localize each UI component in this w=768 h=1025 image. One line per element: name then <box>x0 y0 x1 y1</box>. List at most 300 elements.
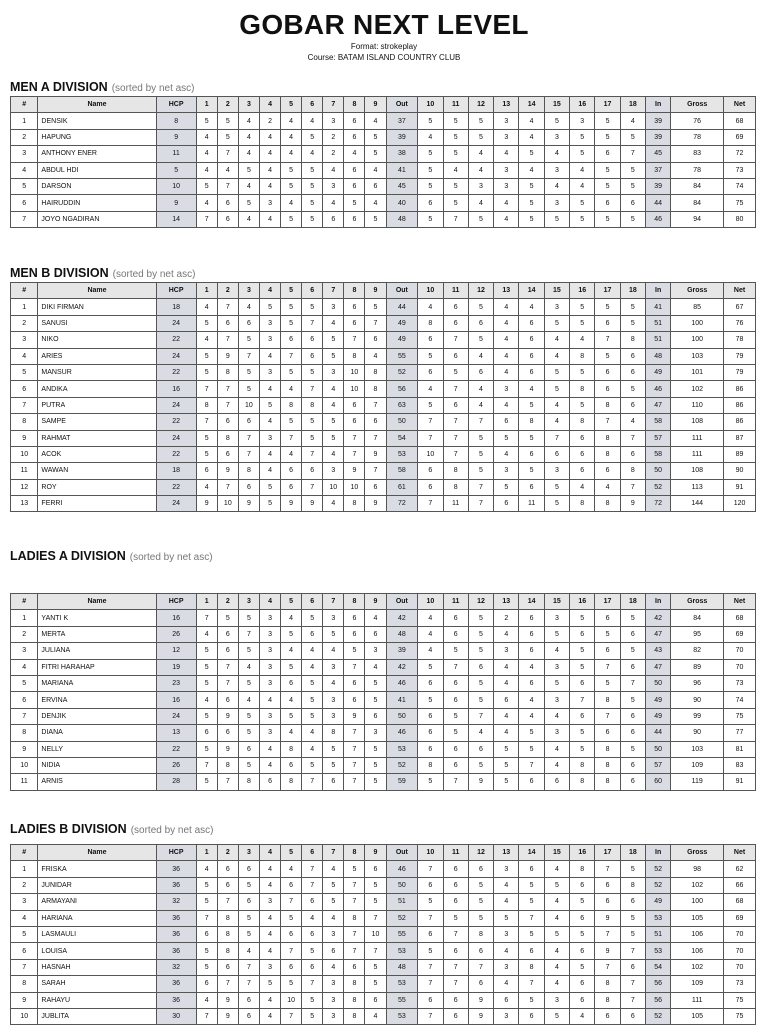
column-header: Name <box>38 594 156 610</box>
score-cell: 24 <box>156 348 196 364</box>
score-cell: 5 <box>468 446 493 462</box>
score-cell: 5 <box>570 211 595 227</box>
score-cell: 8 <box>217 430 238 446</box>
player-name: HARIANA <box>38 910 156 926</box>
column-header: 4 <box>259 594 280 610</box>
score-cell: 5 <box>365 741 386 757</box>
score-cell: 4 <box>544 708 569 724</box>
score-cell: 5 <box>323 894 344 910</box>
score-cell: 5 <box>418 397 443 413</box>
score-cell: 3 <box>323 463 344 479</box>
score-cell: 50 <box>386 877 418 893</box>
score-cell: 4 <box>11 348 38 364</box>
score-cell: 4 <box>196 146 217 162</box>
score-cell: 7 <box>544 430 569 446</box>
score-cell: 55 <box>386 348 418 364</box>
score-cell: 5 <box>468 910 493 926</box>
score-cell: 26 <box>156 757 196 773</box>
score-cell: 108 <box>671 414 724 430</box>
score-cell: 6 <box>595 1008 620 1024</box>
score-cell: 79 <box>724 364 756 380</box>
score-cell: 70 <box>724 643 756 659</box>
score-cell: 7 <box>443 211 468 227</box>
score-cell: 4 <box>259 741 280 757</box>
score-cell: 8 <box>570 496 595 512</box>
table-row <box>11 446 756 462</box>
score-cell: 5 <box>620 381 645 397</box>
score-cell: 5 <box>365 129 386 145</box>
column-header: 7 <box>323 845 344 861</box>
score-cell: 4 <box>196 692 217 708</box>
score-cell: 7 <box>344 332 365 348</box>
score-cell: 42 <box>646 610 671 626</box>
column-header: 9 <box>365 97 386 113</box>
score-cell: 3 <box>11 332 38 348</box>
table-row <box>11 430 756 446</box>
score-cell: 4 <box>238 943 259 959</box>
score-cell: 5 <box>196 446 217 462</box>
score-cell: 5 <box>418 178 443 194</box>
score-cell: 4 <box>365 1008 386 1024</box>
score-cell: 6 <box>570 626 595 642</box>
score-cell: 6 <box>595 381 620 397</box>
score-cell: 3 <box>259 959 280 975</box>
score-cell: 4 <box>620 414 645 430</box>
table-row <box>11 943 756 959</box>
score-cell: 6 <box>302 463 323 479</box>
score-cell: 49 <box>646 692 671 708</box>
score-cell: 4 <box>281 195 302 211</box>
score-cell: 7 <box>620 430 645 446</box>
player-name: MERTA <box>38 626 156 642</box>
score-cell: 3 <box>259 626 280 642</box>
score-cell: 22 <box>156 364 196 380</box>
score-cell: 5 <box>443 146 468 162</box>
score-cell: 49 <box>646 364 671 380</box>
score-cell: 76 <box>724 315 756 331</box>
score-cell: 57 <box>646 757 671 773</box>
score-cell: 4 <box>196 332 217 348</box>
score-cell: 6 <box>595 364 620 380</box>
column-header: 16 <box>570 283 595 299</box>
score-cell: 5 <box>302 757 323 773</box>
score-cell: 9 <box>217 708 238 724</box>
score-cell: 4 <box>519 162 544 178</box>
score-cell: 6 <box>418 926 443 942</box>
player-name: RAHMAT <box>38 430 156 446</box>
score-cell: 4 <box>323 496 344 512</box>
score-cell: 5 <box>281 910 302 926</box>
score-cell: 19 <box>156 659 196 675</box>
table-row <box>11 708 756 724</box>
score-cell: 4 <box>620 113 645 129</box>
column-header: HCP <box>156 283 196 299</box>
score-cell: 24 <box>156 315 196 331</box>
score-cell: 4 <box>494 446 519 462</box>
score-cell: 8 <box>11 414 38 430</box>
score-cell: 5 <box>302 195 323 211</box>
score-cell: 4 <box>544 741 569 757</box>
score-cell: 22 <box>156 414 196 430</box>
score-cell: 4 <box>418 626 443 642</box>
score-cell: 100 <box>671 315 724 331</box>
score-cell: 5 <box>544 926 569 942</box>
score-cell: 5 <box>281 976 302 992</box>
score-cell: 56 <box>646 976 671 992</box>
score-cell: 4 <box>302 910 323 926</box>
score-cell: 6 <box>443 299 468 315</box>
score-cell: 58 <box>386 463 418 479</box>
score-cell: 7 <box>281 894 302 910</box>
score-cell: 8 <box>418 315 443 331</box>
score-cell: 7 <box>443 774 468 790</box>
score-cell: 3 <box>544 725 569 741</box>
score-cell: 5 <box>595 675 620 691</box>
column-header: 8 <box>344 97 365 113</box>
score-cell: 6 <box>302 959 323 975</box>
score-cell: 6 <box>344 692 365 708</box>
score-cell: 4 <box>519 708 544 724</box>
sort-note: (sorted by net asc) <box>112 269 196 280</box>
column-header: 17 <box>595 283 620 299</box>
score-cell: 5 <box>570 959 595 975</box>
score-cell: 6 <box>11 195 38 211</box>
score-cell: 6 <box>196 463 217 479</box>
score-cell: 9 <box>217 741 238 757</box>
score-cell: 5 <box>238 381 259 397</box>
column-header: 16 <box>570 845 595 861</box>
score-cell: 40 <box>386 195 418 211</box>
score-cell: 4 <box>365 195 386 211</box>
score-cell: 8 <box>620 877 645 893</box>
table-row <box>11 725 756 741</box>
score-cell: 5 <box>196 430 217 446</box>
score-cell: 7 <box>238 976 259 992</box>
score-cell: 6 <box>620 348 645 364</box>
score-cell: 5 <box>443 113 468 129</box>
column-header: 9 <box>365 845 386 861</box>
score-cell: 70 <box>724 943 756 959</box>
score-cell: 10 <box>156 178 196 194</box>
score-cell: 58 <box>646 414 671 430</box>
score-cell: 5 <box>570 364 595 380</box>
score-cell: 4 <box>418 129 443 145</box>
score-cell: 18 <box>156 463 196 479</box>
score-cell: 3 <box>259 332 280 348</box>
score-cell: 36 <box>156 910 196 926</box>
score-cell: 5 <box>238 162 259 178</box>
score-cell: 3 <box>494 861 519 877</box>
score-cell: 4 <box>323 162 344 178</box>
score-cell: 5 <box>468 299 493 315</box>
score-cell: 6 <box>468 976 493 992</box>
score-cell: 4 <box>323 397 344 413</box>
score-cell: 5 <box>519 877 544 893</box>
score-cell: 6 <box>468 315 493 331</box>
score-cell: 47 <box>646 397 671 413</box>
player-name: ERVINA <box>38 692 156 708</box>
score-cell: 41 <box>386 162 418 178</box>
column-header: 5 <box>281 594 302 610</box>
table-row <box>11 146 756 162</box>
score-cell: 8 <box>217 943 238 959</box>
player-name: ABDUL HDI <box>38 162 156 178</box>
score-cell: 3 <box>11 146 38 162</box>
score-cell: 5 <box>494 910 519 926</box>
score-cell: 4 <box>365 162 386 178</box>
score-cell: 5 <box>494 430 519 446</box>
score-cell: 49 <box>386 315 418 331</box>
column-header: 9 <box>365 594 386 610</box>
score-cell: 3 <box>494 113 519 129</box>
score-cell: 4 <box>281 725 302 741</box>
score-cell: 6 <box>494 496 519 512</box>
score-cell: 6 <box>519 861 544 877</box>
score-cell: 5 <box>620 299 645 315</box>
score-cell: 6 <box>519 774 544 790</box>
score-cell: 4 <box>11 659 38 675</box>
score-cell: 4 <box>443 162 468 178</box>
score-cell: 1 <box>11 861 38 877</box>
score-cell: 5 <box>281 414 302 430</box>
score-cell: 32 <box>156 959 196 975</box>
score-cell: 78 <box>671 129 724 145</box>
score-cell: 7 <box>595 861 620 877</box>
score-cell: 3 <box>494 643 519 659</box>
score-cell: 9 <box>595 910 620 926</box>
score-cell: 50 <box>386 414 418 430</box>
score-cell: 4 <box>494 315 519 331</box>
score-cell: 4 <box>519 129 544 145</box>
table-row <box>11 659 756 675</box>
score-cell: 3 <box>323 1008 344 1024</box>
score-cell: 5 <box>365 774 386 790</box>
score-cell: 36 <box>156 877 196 893</box>
score-cell: 8 <box>344 976 365 992</box>
score-cell: 52 <box>646 1008 671 1024</box>
score-cell: 4 <box>323 643 344 659</box>
score-cell: 6 <box>443 315 468 331</box>
column-header: 8 <box>344 845 365 861</box>
score-cell: 6 <box>418 741 443 757</box>
player-name: FERRI <box>38 496 156 512</box>
score-cell: 5 <box>494 741 519 757</box>
score-cell: 5 <box>281 364 302 380</box>
score-cell: 8 <box>595 430 620 446</box>
score-cell: 6 <box>519 626 544 642</box>
score-cell: 5 <box>344 643 365 659</box>
score-cell: 3 <box>259 708 280 724</box>
score-cell: 7 <box>217 332 238 348</box>
score-cell: 5 <box>544 877 569 893</box>
player-name: ROY <box>38 479 156 495</box>
score-cell: 4 <box>259 162 280 178</box>
score-cell: 5 <box>302 675 323 691</box>
table-row <box>11 774 756 790</box>
score-cell: 5 <box>468 610 493 626</box>
score-cell: 6 <box>365 626 386 642</box>
score-cell: 5 <box>468 332 493 348</box>
score-cell: 90 <box>671 725 724 741</box>
score-cell: 7 <box>196 610 217 626</box>
score-cell: 5 <box>443 910 468 926</box>
score-cell: 4 <box>196 992 217 1008</box>
score-cell: 8 <box>595 397 620 413</box>
score-cell: 4 <box>302 741 323 757</box>
score-cell: 6 <box>238 992 259 1008</box>
score-cell: 9 <box>281 496 302 512</box>
score-cell: 6 <box>595 894 620 910</box>
score-cell: 3 <box>494 1008 519 1024</box>
player-name: MANSUR <box>38 364 156 380</box>
score-cell: 2 <box>11 877 38 893</box>
score-cell: 8 <box>281 741 302 757</box>
score-cell: 8 <box>570 861 595 877</box>
score-cell: 4 <box>281 381 302 397</box>
header-row <box>11 594 756 610</box>
player-name: DIANA <box>38 725 156 741</box>
score-cell: 2 <box>11 129 38 145</box>
score-cell: 6 <box>620 1008 645 1024</box>
score-cell: 6 <box>217 414 238 430</box>
player-name: ACOK <box>38 446 156 462</box>
score-cell: 36 <box>156 943 196 959</box>
column-header: 2 <box>217 845 238 861</box>
table-row <box>11 643 756 659</box>
score-cell: 3 <box>259 364 280 380</box>
score-cell: 22 <box>156 479 196 495</box>
score-cell: 8 <box>443 479 468 495</box>
table-row <box>11 976 756 992</box>
score-cell: 5 <box>544 381 569 397</box>
score-cell: 3 <box>494 463 519 479</box>
score-cell: 6 <box>468 861 493 877</box>
score-cell: 4 <box>259 446 280 462</box>
player-name: PUTRA <box>38 397 156 413</box>
score-cell: 5 <box>344 861 365 877</box>
score-cell: 5 <box>281 659 302 675</box>
score-table <box>10 844 756 1025</box>
score-cell: 4 <box>494 195 519 211</box>
score-cell: 6 <box>519 479 544 495</box>
score-cell: 39 <box>646 113 671 129</box>
score-cell: 3 <box>323 610 344 626</box>
score-cell: 7 <box>238 959 259 975</box>
column-header: 10 <box>418 97 443 113</box>
column-header: 11 <box>443 283 468 299</box>
score-cell: 5 <box>217 610 238 626</box>
score-cell: 120 <box>724 496 756 512</box>
score-cell: 5 <box>323 332 344 348</box>
score-cell: 7 <box>217 178 238 194</box>
score-cell: 72 <box>386 496 418 512</box>
score-cell: 7 <box>344 741 365 757</box>
score-cell: 5 <box>302 692 323 708</box>
score-cell: 8 <box>344 1008 365 1024</box>
score-cell: 4 <box>196 195 217 211</box>
score-cell: 5 <box>595 348 620 364</box>
score-cell: 73 <box>724 162 756 178</box>
score-cell: 5 <box>570 315 595 331</box>
score-cell: 4 <box>468 725 493 741</box>
score-cell: 74 <box>724 178 756 194</box>
score-cell: 5 <box>281 178 302 194</box>
score-cell: 5 <box>570 659 595 675</box>
score-cell: 3 <box>544 692 569 708</box>
score-cell: 5 <box>323 877 344 893</box>
score-cell: 7 <box>302 315 323 331</box>
score-cell: 5 <box>196 877 217 893</box>
score-cell: 59 <box>386 774 418 790</box>
table-row <box>11 162 756 178</box>
score-cell: 3 <box>323 708 344 724</box>
score-cell: 7 <box>344 757 365 773</box>
score-cell: 6 <box>418 364 443 380</box>
score-cell: 1 <box>11 610 38 626</box>
score-cell: 5 <box>302 414 323 430</box>
score-cell: 47 <box>646 659 671 675</box>
column-header: Gross <box>671 283 724 299</box>
score-cell: 6 <box>494 692 519 708</box>
score-cell: 3 <box>494 381 519 397</box>
score-cell: 5 <box>196 643 217 659</box>
score-cell: 53 <box>386 446 418 462</box>
score-cell: 75 <box>724 1008 756 1024</box>
table-row <box>11 877 756 893</box>
score-cell: 6 <box>544 446 569 462</box>
column-header: 1 <box>196 97 217 113</box>
score-cell: 6 <box>519 364 544 380</box>
score-cell: 6 <box>196 725 217 741</box>
score-cell: 6 <box>494 992 519 1008</box>
score-cell: 7 <box>238 430 259 446</box>
score-cell: 5 <box>196 364 217 380</box>
score-cell: 5 <box>620 129 645 145</box>
score-cell: 66 <box>724 877 756 893</box>
score-cell: 4 <box>259 926 280 942</box>
score-cell: 6 <box>443 757 468 773</box>
score-cell: 2 <box>323 129 344 145</box>
score-cell: 7 <box>468 479 493 495</box>
score-cell: 4 <box>494 675 519 691</box>
score-cell: 4 <box>281 861 302 877</box>
score-cell: 4 <box>11 910 38 926</box>
score-cell: 5 <box>302 992 323 1008</box>
score-cell: 99 <box>671 708 724 724</box>
column-header: 6 <box>302 97 323 113</box>
score-cell: 4 <box>323 959 344 975</box>
score-cell: 4 <box>365 348 386 364</box>
score-cell: 4 <box>494 397 519 413</box>
score-cell: 5 <box>196 113 217 129</box>
score-cell: 6 <box>620 364 645 380</box>
score-cell: 11 <box>443 496 468 512</box>
score-cell: 78 <box>671 162 724 178</box>
score-cell: 14 <box>156 211 196 227</box>
score-cell: 7 <box>217 894 238 910</box>
score-cell: 3 <box>544 463 569 479</box>
score-cell: 5 <box>196 741 217 757</box>
column-header: 7 <box>323 283 344 299</box>
score-cell: 6 <box>217 877 238 893</box>
section-header <box>10 820 756 838</box>
score-cell: 24 <box>156 397 196 413</box>
score-cell: 5 <box>620 643 645 659</box>
score-cell: 7 <box>443 926 468 942</box>
column-header: 5 <box>281 845 302 861</box>
score-cell: 5 <box>302 178 323 194</box>
score-cell: 6 <box>595 643 620 659</box>
